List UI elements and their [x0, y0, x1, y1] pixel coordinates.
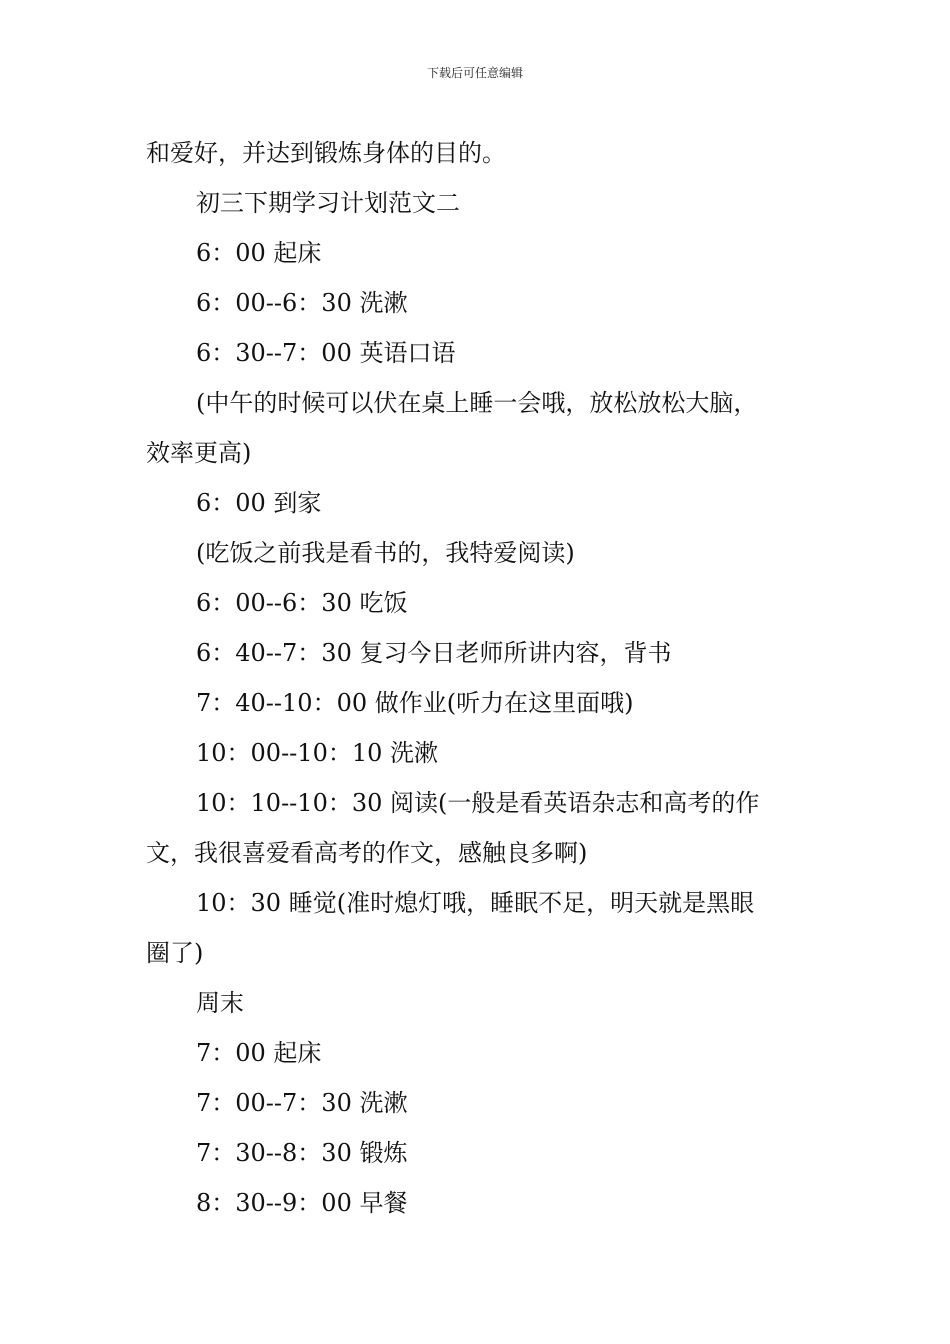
schedule-item: 7：30--8：30 锻炼 — [196, 1139, 408, 1167]
section-subtitle: 周末 — [196, 989, 244, 1017]
schedule-item-continued: 圈了) — [146, 939, 204, 967]
schedule-item: 8：30--9：00 早餐 — [196, 1189, 408, 1217]
schedule-item: 10：10--10：30 阅读(一般是看英语杂志和高考的作 — [196, 789, 760, 817]
schedule-item: 7：00--7：30 洗漱 — [196, 1089, 408, 1117]
document-body — [146, 128, 810, 1228]
note-line: (中午的时候可以伏在桌上睡一会哦，放松放松大脑， — [196, 389, 758, 417]
schedule-item: 6：00--6：30 吃饭 — [196, 589, 408, 617]
note-line: (吃饭之前我是看书的，我特爱阅读) — [196, 539, 575, 567]
schedule-item: 6：00--6：30 洗漱 — [196, 289, 408, 317]
schedule-item: 6：30--7：00 英语口语 — [196, 339, 456, 367]
schedule-item-continued: 文，我很喜爱看高考的作文，感触良多啊) — [146, 839, 588, 867]
header-note: 下载后可任意编辑 — [426, 66, 523, 80]
schedule-item: 6：00 起床 — [196, 239, 322, 267]
section-title: 初三下期学习计划范文二 — [196, 189, 460, 217]
schedule-item: 10：00--10：10 洗漱 — [196, 739, 439, 767]
note-line: 效率更高) — [146, 439, 252, 467]
schedule-item: 7：40--10：00 做作业(听力在这里面哦) — [196, 689, 634, 717]
schedule-item: 7：00 起床 — [196, 1039, 322, 1067]
schedule-item: 6：00 到家 — [196, 489, 322, 517]
schedule-item: 10：30 睡觉(准时熄灯哦，睡眠不足，明天就是黑眼 — [196, 889, 755, 917]
schedule-item: 6：40--7：30 复习今日老师所讲内容，背书 — [196, 639, 672, 667]
text-line: 和爱好，并达到锻炼身体的目的。 — [146, 139, 506, 167]
